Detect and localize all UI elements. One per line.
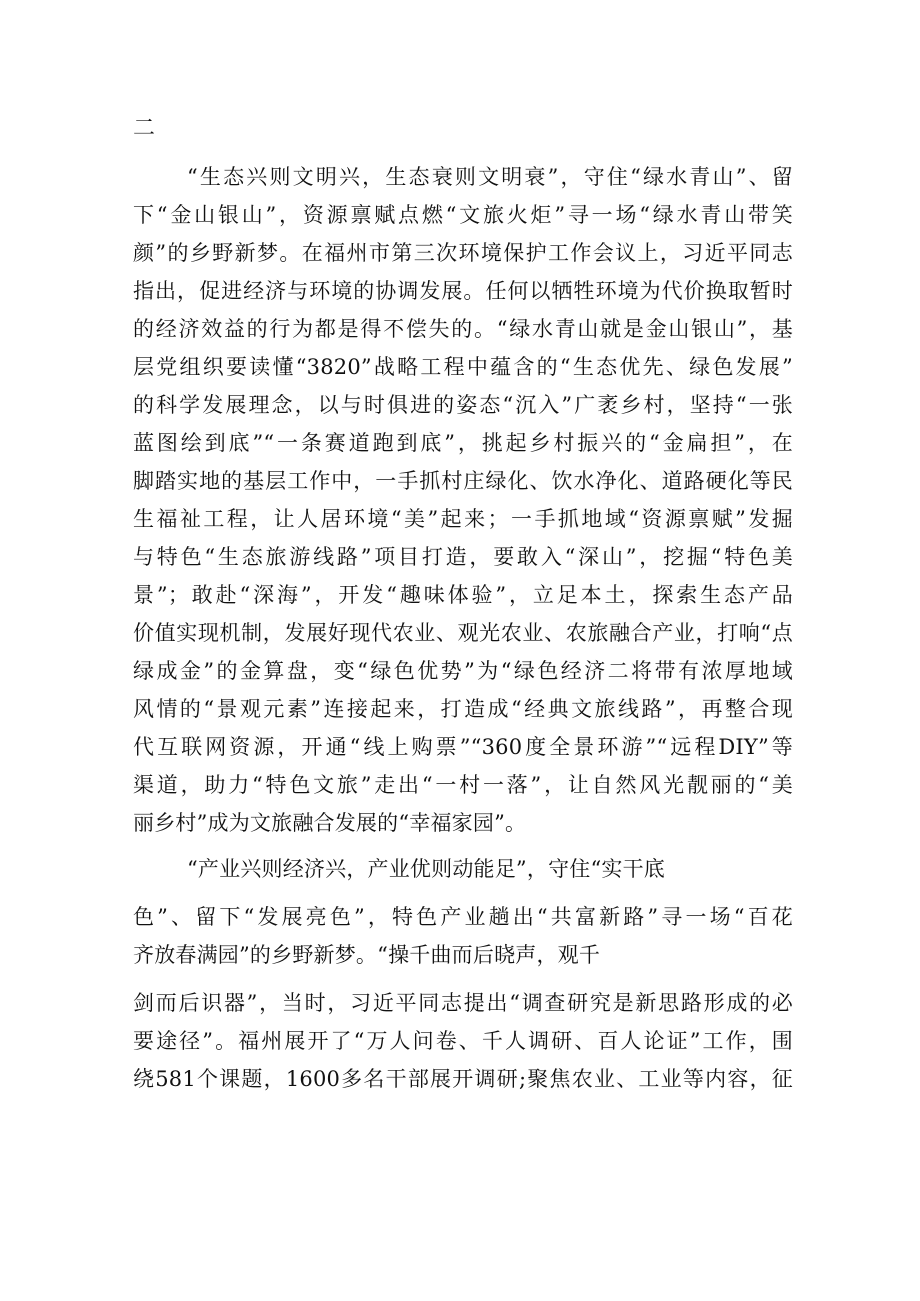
- text-line: 生福祉工程，让人居环境“美”起来；一手抓地域“资源禀赋”发掘: [133, 507, 793, 531]
- text-line: 指出，促进经济与环境的协调发展。任何以牺牲环境为代价换取暂时: [133, 279, 793, 303]
- text-line: 绿成金”的金算盘，变“绿色优势”为“绿色经济二将带有浓厚地域: [133, 659, 793, 683]
- text-line: 要途径”。福州展开了“万人问卷、千人调研、百人论证”工作，围: [133, 1029, 793, 1053]
- text-line: 与特色“生态旅游线路”项目打造，要敢入“深山”，挖掘“特色美: [133, 545, 793, 569]
- text-line: 风情的“景观元素”连接起来，打造成“经典文旅线路”，再整合现: [133, 697, 793, 721]
- text-line: 的科学发展理念，以与时俱进的姿态“沉入”广袤乡村，坚持“一张: [133, 393, 793, 417]
- text-line: 绕581个课题，1600多名干部展开调研;聚焦农业、工业等内容，征: [133, 1067, 793, 1091]
- text-line: “产业兴则经济兴，产业优则动能足”，守住“实干底: [187, 857, 666, 881]
- text-line: 丽乡村”成为文旅融合发展的“幸福家园”。: [133, 811, 527, 835]
- text-line: “生态兴则文明兴，生态衰则文明衰”，守住“绿水青山”、留: [187, 165, 793, 189]
- text-line: 的经济效益的行为都是得不偿失的。“绿水青山就是金山银山”，基: [133, 317, 793, 341]
- text-line: 蓝图绘到底”“一条赛道跑到底”，挑起乡村振兴的“金扁担”，在: [133, 431, 793, 455]
- text-line: 代互联网资源，开通“线上购票”“360度全景环游”“远程DIY”等: [133, 735, 793, 759]
- text-line: 渠道，助力“特色文旅”走出“一村一落”，让自然风光靓丽的“美: [133, 773, 793, 797]
- text-line: 下“金山银山”，资源禀赋点燃“文旅火炬”寻一场“绿水青山带笑: [133, 203, 793, 227]
- text-line: 景”；敢赴“深海”，开发“趣味体验”，立足本土，探索生态产品: [133, 583, 793, 607]
- text-line: 颜”的乡野新梦。在福州市第三次环境保护工作会议上，习近平同志: [133, 241, 793, 265]
- text-line: 价值实现机制，发展好现代农业、观光农业、农旅融合产业，打响“点: [133, 621, 793, 645]
- text-line: 色”、留下“发展亮色”，特色产业趟出“共富新路”寻一场“百花: [133, 905, 793, 929]
- text-line: 齐放春满园”的乡野新梦。“操千曲而后晓声，观千: [133, 943, 601, 967]
- text-line: 剑而后识器”，当时，习近平同志提出“调查研究是新思路形成的必: [133, 991, 793, 1015]
- text-line: 脚踏实地的基层工作中，一手抓村庄绿化、饮水净化、道路硬化等民: [133, 469, 793, 493]
- section-number-heading: 二: [133, 116, 156, 141]
- text-line: 层党组织要读懂“3820”战略工程中蕴含的“生态优先、绿色发展”: [133, 355, 793, 379]
